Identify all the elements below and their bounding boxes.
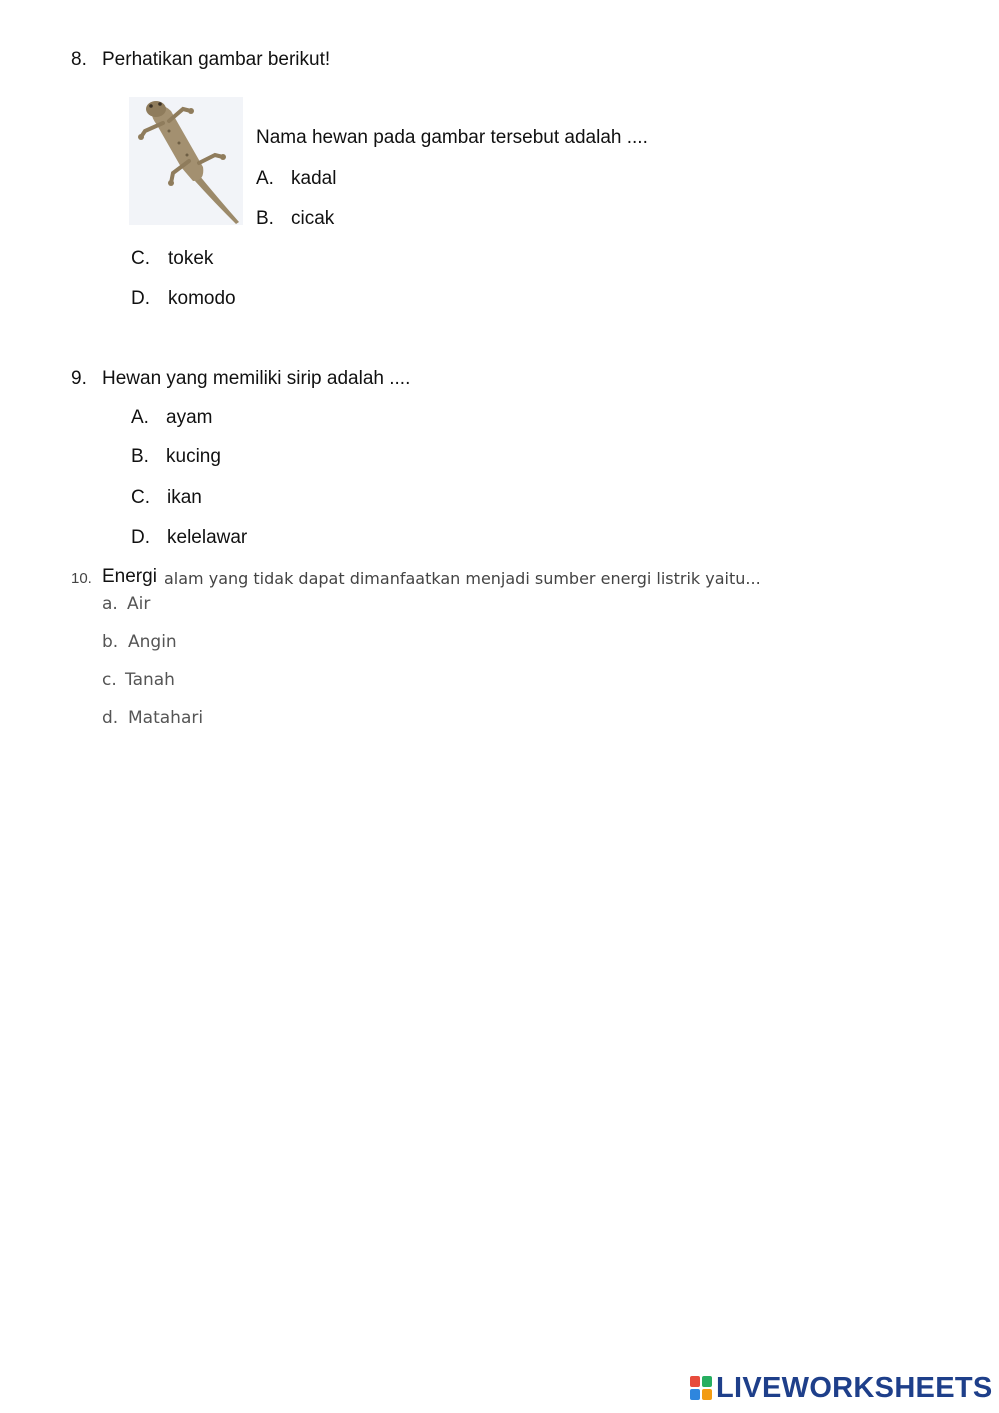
q10-option-c[interactable]: Tanah bbox=[125, 670, 175, 690]
question-10-text: alam yang tidak dapat dimanfaatkan menjadi sumber energi listrik yaitu... bbox=[164, 569, 761, 588]
q10-option-b[interactable]: Angin bbox=[128, 632, 177, 652]
logo-square-red bbox=[690, 1376, 700, 1387]
question-8-prompt: Perhatikan gambar berikut! bbox=[102, 49, 331, 70]
q8-option-b-letter: B. bbox=[256, 208, 274, 229]
question-10-first-word: Energi bbox=[102, 566, 157, 587]
q8-option-a[interactable]: kadal bbox=[291, 168, 337, 189]
logo-square-blue bbox=[690, 1389, 700, 1400]
q8-option-c[interactable]: tokek bbox=[168, 248, 214, 269]
question-8-text: Nama hewan pada gambar tersebut adalah .... bbox=[256, 127, 648, 148]
q8-option-d-letter: D. bbox=[131, 288, 150, 309]
liveworksheets-logo[interactable] bbox=[690, 1372, 993, 1404]
q9-option-d[interactable]: kelelawar bbox=[167, 527, 248, 548]
logo-square-orange bbox=[702, 1389, 712, 1400]
logo-text: LIVEWORKSHEETS bbox=[716, 1371, 993, 1404]
q10-option-c-letter: c. bbox=[102, 670, 117, 690]
question-8-number: 8. bbox=[71, 49, 87, 70]
q9-option-b-letter: B. bbox=[131, 446, 149, 467]
gecko-image bbox=[129, 97, 243, 225]
gecko-illustration bbox=[129, 97, 243, 225]
q10-option-a[interactable]: Air bbox=[127, 594, 151, 614]
q9-option-b[interactable]: kucing bbox=[166, 446, 221, 467]
q9-option-a-letter: A. bbox=[131, 407, 149, 428]
q10-option-b-letter: b. bbox=[102, 632, 119, 652]
q9-option-d-letter: D. bbox=[131, 527, 150, 548]
q8-option-a-letter: A. bbox=[256, 168, 274, 189]
q10-option-d[interactable]: Matahari bbox=[128, 708, 204, 728]
q9-option-c[interactable]: ikan bbox=[167, 487, 202, 508]
q8-option-c-letter: C. bbox=[131, 248, 150, 269]
liveworksheets-logo-icon bbox=[690, 1376, 712, 1400]
q10-option-a-letter: a. bbox=[102, 594, 118, 614]
logo-square-green bbox=[702, 1376, 712, 1387]
q9-option-a[interactable]: ayam bbox=[166, 407, 213, 428]
question-9-number: 9. bbox=[71, 368, 87, 389]
q10-option-d-letter: d. bbox=[102, 708, 119, 728]
question-9-text: Hewan yang memiliki sirip adalah .... bbox=[102, 368, 411, 389]
q9-option-c-letter: C. bbox=[131, 487, 150, 508]
question-10-number: 10. bbox=[71, 570, 92, 587]
q8-option-d[interactable]: komodo bbox=[168, 288, 236, 309]
q8-option-b[interactable]: cicak bbox=[291, 208, 335, 229]
